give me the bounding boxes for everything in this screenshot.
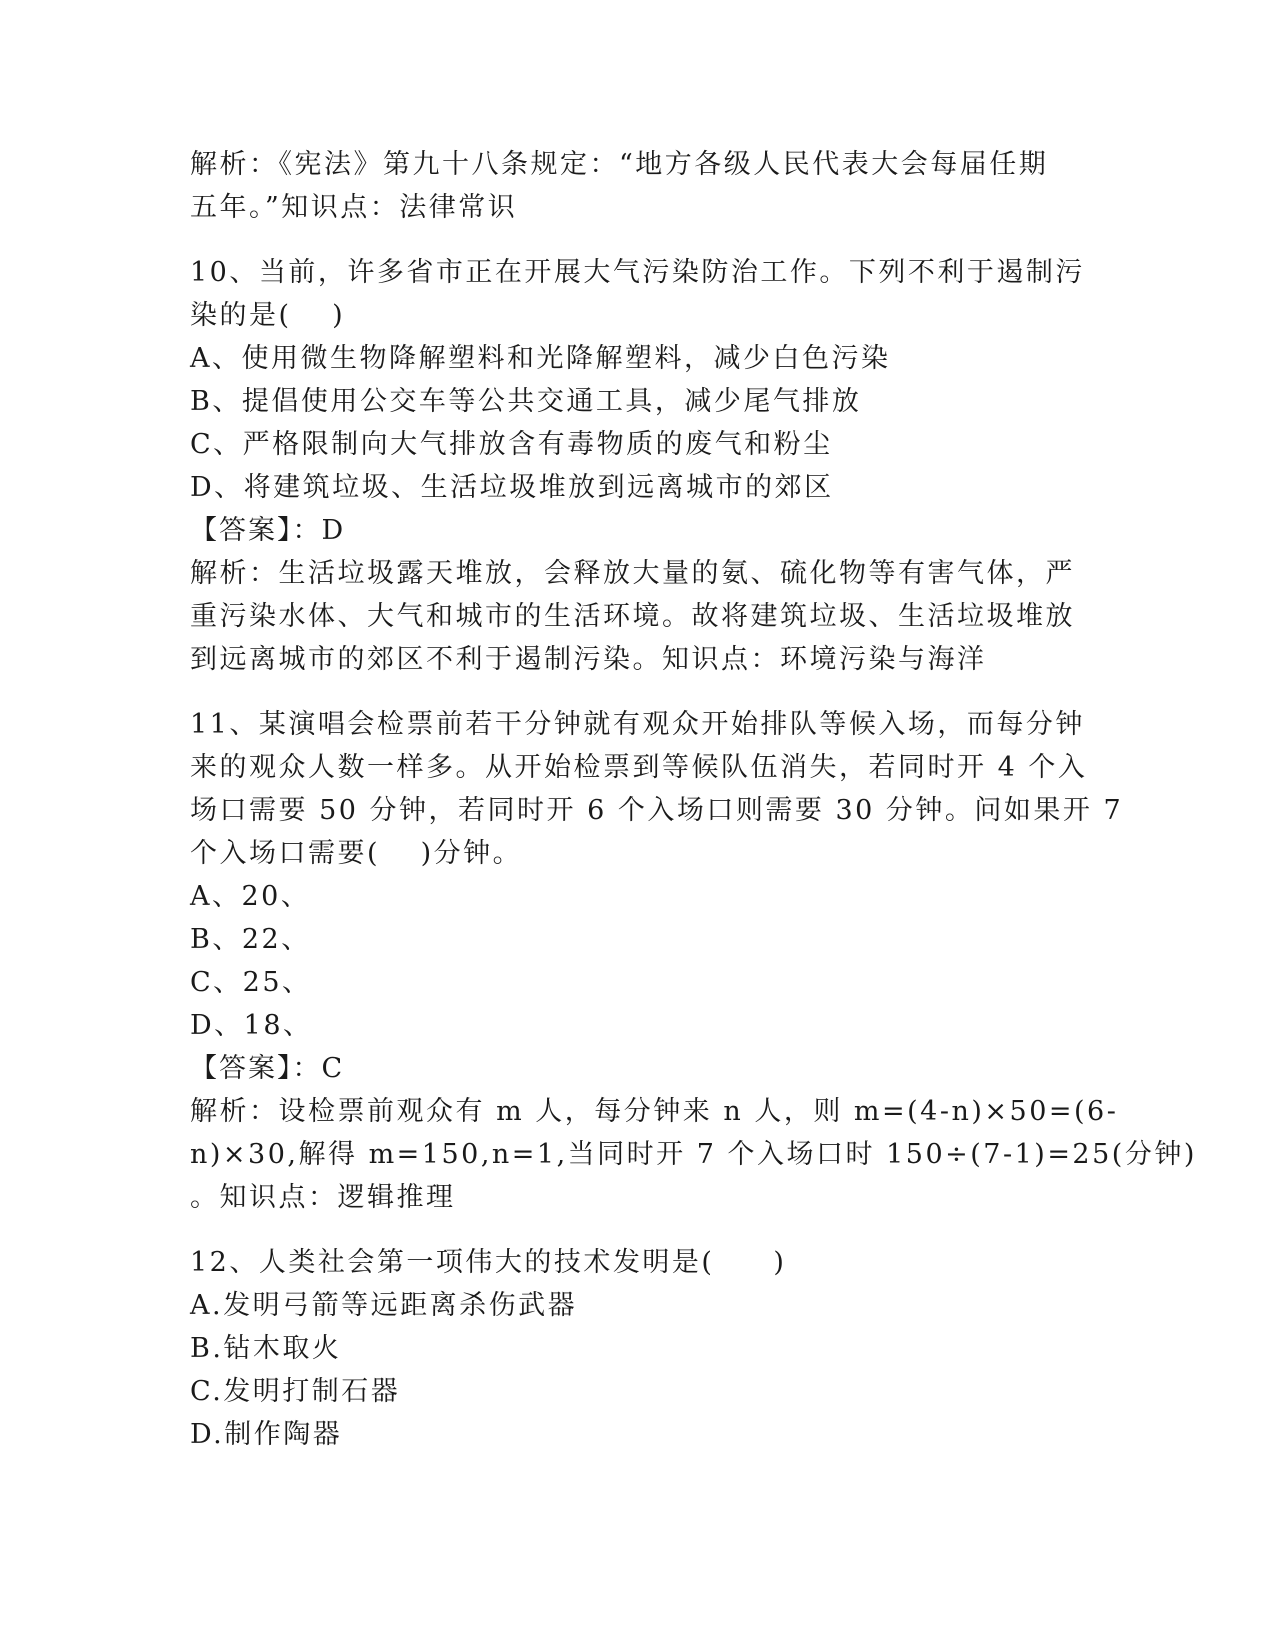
q9-analysis-line: 解析：《宪法》第九十八条规定：“地方各级人民代表大会每届任期 xyxy=(190,149,1049,180)
q11-option-d: D、18、 xyxy=(190,1010,313,1041)
q12-option-a: A.发明弓箭等远距离杀伤武器 xyxy=(190,1290,578,1321)
q11-question-line: 场口需要 50 分钟，若同时开 6 个入场口则需要 30 分钟。问如果开 7 xyxy=(190,795,1124,826)
q12-option-c: C.发明打制石器 xyxy=(190,1376,401,1407)
q10-answer: 【答案】：D xyxy=(190,515,346,546)
q12-option-d: D.制作陶器 xyxy=(190,1419,343,1450)
q11-answer: 【答案】：C xyxy=(190,1053,345,1084)
q9-analysis-line: 五年。”知识点：法律常识 xyxy=(190,192,518,223)
q12-option-b: B.钻木取火 xyxy=(190,1333,342,1364)
q10-option-c: C、严格限制向大气排放含有毒物质的废气和粉尘 xyxy=(190,429,833,460)
q10-option-a: A、使用微生物降解塑料和光降解塑料，减少白色污染 xyxy=(190,343,891,374)
q11-option-c: C、25、 xyxy=(190,967,312,998)
document-content xyxy=(190,143,1197,1456)
q10-analysis-line: 到远离城市的郊区不利于遏制污染。知识点：环境污染与海洋 xyxy=(190,644,987,675)
q12-question-line: 12、人类社会第一项伟大的技术发明是( ) xyxy=(190,1247,787,1278)
q11-block xyxy=(190,703,1197,1219)
q12-block xyxy=(190,1241,1090,1456)
q11-option-a: A、20、 xyxy=(190,881,311,912)
q11-analysis-line: n)×30,解得 m=150,n=1,当同时开 7 个入场口时 150÷(7-1)=25(分钟) xyxy=(190,1139,1197,1170)
q11-analysis-line: 解析：设检票前观众有 m 人，每分钟来 n 人，则 m=(4-n)×50=(6- xyxy=(190,1096,1119,1127)
q10-analysis-line: 解析：生活垃圾露天堆放，会释放大量的氨、硫化物等有害气体，严 xyxy=(190,558,1075,589)
q11-question-line: 个入场口需要( )分钟。 xyxy=(190,838,523,869)
q11-analysis-line: 。知识点：逻辑推理 xyxy=(190,1182,456,1213)
q10-question-line: 10、当前，许多省市正在开展大气污染防治工作。下列不利于遏制污 xyxy=(190,257,1085,288)
q10-option-b: B、提倡使用公交车等公共交通工具，减少尾气排放 xyxy=(190,386,862,417)
q9-block xyxy=(190,143,1090,229)
q10-option-d: D、将建筑垃圾、生活垃圾堆放到远离城市的郊区 xyxy=(190,472,834,503)
q11-option-b: B、22、 xyxy=(190,924,311,955)
q10-block xyxy=(190,251,1090,681)
q10-analysis-line: 重污染水体、大气和城市的生活环境。故将建筑垃圾、生活垃圾堆放 xyxy=(190,601,1075,632)
q11-question-line: 11、某演唱会检票前若干分钟就有观众开始排队等候入场，而每分钟 xyxy=(190,709,1085,740)
q10-question-line: 染的是( ) xyxy=(190,300,346,331)
q11-question-line: 来的观众人数一样多。从开始检票到等候队伍消失，若同时开 4 个入 xyxy=(190,752,1088,783)
